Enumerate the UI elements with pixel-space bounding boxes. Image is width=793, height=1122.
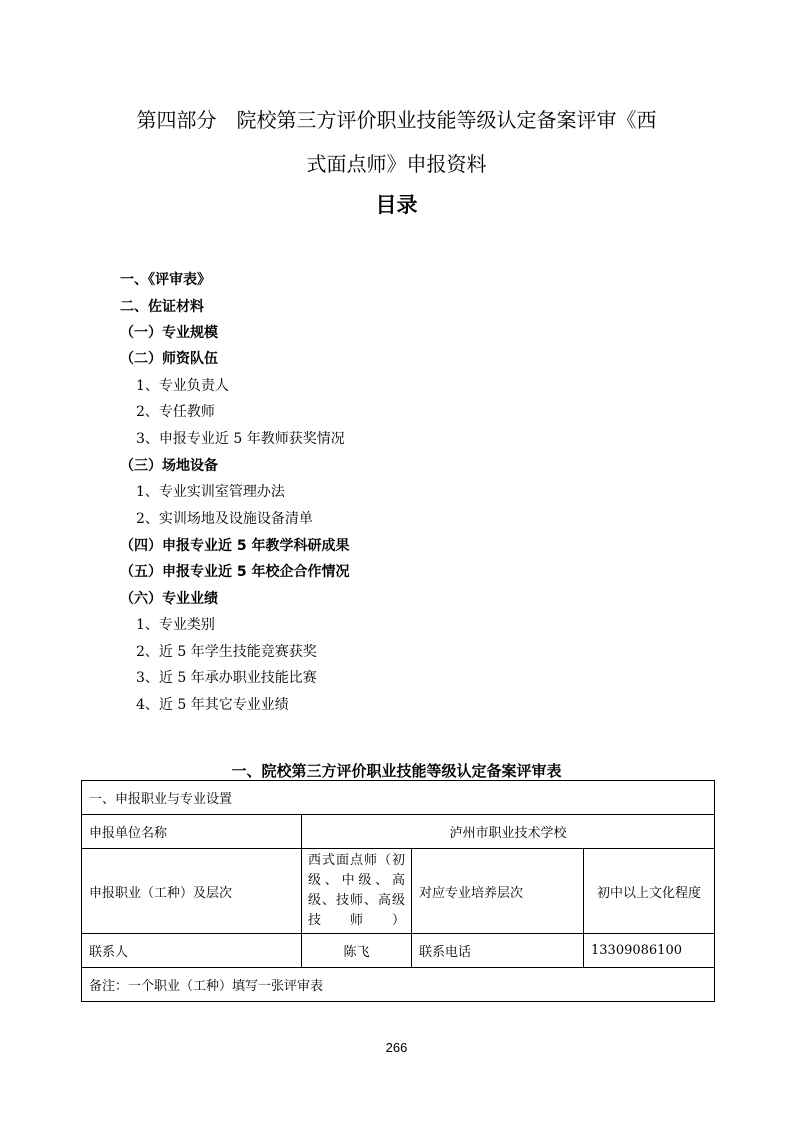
toc-item: 2、专任教师 bbox=[136, 404, 215, 420]
document-title-line-2: 式面点师》申报资料 bbox=[306, 152, 487, 176]
toc-item: （三）场地设备 bbox=[120, 458, 218, 474]
level-label: 对应专业培养层次 bbox=[412, 849, 584, 934]
occupation-value: 西式面点师（初级、中级、高级、技师、高级技师） bbox=[302, 849, 412, 934]
form-section-header: 一、申报职业与专业设置 bbox=[82, 781, 715, 815]
toc-item: 二、佐证材料 bbox=[120, 299, 204, 315]
document-title-line-1: 第四部分 院校第三方评价职业技能等级认定备案评审《西 bbox=[136, 108, 657, 132]
toc-item: 2、实训场地及设施设备清单 bbox=[136, 511, 313, 527]
toc-item: （六）专业业绩 bbox=[120, 591, 218, 607]
table-row bbox=[82, 968, 715, 1002]
section-title: 一、院校第三方评价职业技能等级认定备案评审表 bbox=[231, 762, 562, 780]
level-value: 初中以上文化程度 bbox=[584, 849, 715, 934]
toc-heading: 目录 bbox=[375, 193, 418, 217]
review-form-table bbox=[81, 780, 715, 1002]
toc-item: 1、专业负责人 bbox=[136, 378, 229, 394]
table-row bbox=[82, 815, 715, 849]
toc-item: 3、近 5 年承办职业技能比赛 bbox=[136, 670, 317, 686]
occupation-label: 申报职业（工种）及层次 bbox=[82, 849, 302, 934]
form-note: 备注：一个职业（工种）填写一张评审表 bbox=[82, 968, 715, 1002]
table-row bbox=[82, 934, 715, 968]
phone-value: 13309086100 bbox=[584, 934, 715, 968]
toc-item: （一）专业规模 bbox=[120, 325, 218, 341]
table-row bbox=[82, 781, 715, 815]
toc-item: （二）师资队伍 bbox=[120, 351, 218, 367]
toc-item: （五）申报专业近 5 年校企合作情况 bbox=[120, 564, 350, 580]
contact-label: 联系人 bbox=[82, 934, 302, 968]
toc-item: （四）申报专业近 5 年教学科研成果 bbox=[120, 538, 350, 554]
table-row bbox=[82, 849, 715, 934]
phone-label: 联系电话 bbox=[412, 934, 584, 968]
contact-value: 陈飞 bbox=[302, 934, 412, 968]
unit-value: 泸州市职业技术学校 bbox=[302, 815, 715, 849]
page-number: 266 bbox=[385, 1040, 408, 1055]
toc-item: 1、专业类别 bbox=[136, 617, 215, 633]
toc-item: 2、近 5 年学生技能竞赛获奖 bbox=[136, 644, 317, 660]
unit-label: 申报单位名称 bbox=[82, 815, 302, 849]
toc-item: 一、《评审表》 bbox=[120, 272, 211, 288]
toc-item: 1、专业实训室管理办法 bbox=[136, 484, 285, 500]
toc-item: 4、近 5 年其它专业业绩 bbox=[136, 697, 289, 713]
toc-item: 3、申报专业近 5 年教师获奖情况 bbox=[136, 431, 345, 447]
